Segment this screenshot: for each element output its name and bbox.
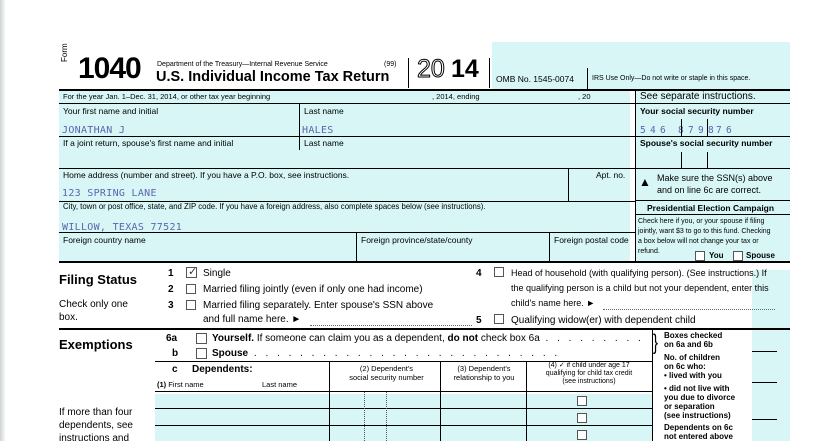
ssn-digit: 7 (716, 125, 723, 136)
ssn-digit: 7 (688, 125, 695, 136)
child-name-line[interactable] (603, 309, 775, 310)
ssn-digit: 8 (708, 125, 715, 136)
married-separately-label-2: and full name here. ► (203, 314, 302, 325)
spouse-checkbox[interactable] (196, 348, 207, 359)
single-label: Single (203, 268, 231, 279)
option-3-num: 3 (168, 300, 174, 311)
foreign-country-label: Foreign country name (63, 235, 146, 245)
married-separately-checkbox[interactable] (186, 300, 196, 310)
col-relationship-header: (3) Dependent's relationship to you (453, 364, 515, 382)
see-instructions: See separate instructions. (640, 91, 756, 102)
campaign-spouse-checkbox[interactable] (733, 251, 743, 261)
col-first-name-header: (1) First name (157, 380, 204, 389)
ssn-digit: 6 (726, 125, 733, 136)
line-6b-text: Spouse . . . . . . . . . . . . . . . . . . . . . . . . . . . (212, 348, 561, 359)
ssn-correct-note: Make sure the SSN(s) above and on line 6c are correct. (657, 173, 773, 195)
children-lived-field[interactable] (752, 382, 777, 383)
line-6b-num: b (172, 348, 179, 359)
ssn-digit: 8 (678, 125, 685, 136)
first-name-label: Your first name and initial (63, 106, 159, 116)
tax-year-label: For the year Jan. 1–Dec. 31, 2014, or other tax year beginning (63, 92, 271, 101)
form-word: Form (60, 43, 69, 62)
line-6c-num: c (172, 364, 178, 375)
spouse-last-name-label: Last name (304, 138, 344, 148)
dependents-label: Dependents: (192, 364, 253, 375)
married-jointly-label: Married filing jointly (even if only one had income) (203, 284, 423, 295)
head-of-household-label-2: the qualifying person is a child but not your dependent, enter this (511, 283, 769, 293)
check-one-note: Check only one (59, 299, 128, 310)
first-name-field[interactable]: JONATHAN J (62, 125, 126, 136)
apt-label: Apt. no. (596, 170, 626, 180)
ssn-digit: 9 (698, 125, 705, 136)
foreign-province-label: Foreign province/state/county (361, 235, 473, 245)
single-checkbox[interactable] (186, 267, 197, 278)
city-field[interactable]: WILLOW, TEXAS 77521 (62, 222, 183, 233)
line-6a-num: 6a (166, 333, 178, 344)
children-not-lived-field[interactable] (752, 419, 777, 420)
spouse-name-label: If a joint return, spouse's first name and initial (63, 138, 234, 148)
check-one-note-2: box. (59, 312, 78, 323)
city-label: City, town or post office, state, and ZIP code. If you have a foreign address, also complete spaces below (see instructions). (63, 202, 486, 211)
home-address-label: Home address (number and street). If you have a P.O. box, see instructions. (63, 170, 350, 180)
omb-number: OMB No. 1545-0074 (496, 74, 574, 84)
spouse-name-line[interactable] (310, 325, 472, 326)
home-address-field[interactable]: 123 SPRING LANE (62, 188, 157, 199)
line-6a-text: Yourself. If someone can claim you as a dependent, do not check box 6a . . . . . . . . . (212, 333, 644, 344)
option-1-num: 1 (168, 268, 174, 279)
married-separately-label: Married filing separately. Enter spouse's SSN above (203, 300, 434, 311)
qualifying-widow-label: Qualifying widow(er) with dependent child (511, 315, 696, 326)
campaign-you-label: You (709, 251, 724, 260)
form-title: U.S. Individual Income Tax Return (156, 69, 390, 85)
tax-year-ending: , 2014, ending (432, 92, 480, 101)
year-outline: 20 (417, 55, 445, 83)
boxes-checked-field[interactable] (752, 351, 777, 352)
brace-icon: } (653, 330, 659, 356)
head-of-household-label: Head of household (with qualifying person). (See instructions.) If (511, 268, 767, 278)
year-bold: 14 (451, 55, 479, 83)
col-ssn-header: (2) Dependent's social security number (349, 364, 424, 382)
page-shadow (0, 0, 6, 441)
children-not-lived-label: • did not live with you due to divorce or separation (see instructions) (664, 384, 736, 420)
tax-year-20: , 20 (578, 92, 591, 101)
ssn-label: Your social security number (640, 106, 754, 116)
col-last-name-header: Last name (262, 380, 298, 389)
filing-status-heading: Filing Status (59, 272, 137, 287)
triangle-icon: ▲ (639, 175, 651, 189)
last-name-field[interactable]: HALES (302, 125, 334, 136)
form-code: (99) (384, 61, 397, 68)
qualifying-widow-checkbox[interactable] (494, 314, 504, 324)
exemption-count-area (752, 270, 790, 441)
department: Department of the Treasury—Internal Revenue Service (157, 61, 328, 68)
last-name-label: Last name (304, 106, 344, 116)
children-lived-label: No. of children on 6c who: • lived with you (664, 353, 722, 380)
option-4-num: 4 (476, 268, 482, 279)
head-of-household-label-3: child's name here. ► (511, 298, 596, 308)
exemptions-heading: Exemptions (59, 337, 133, 352)
married-jointly-checkbox[interactable] (186, 284, 196, 294)
yourself-checkbox[interactable] (196, 333, 207, 344)
campaign-spouse-label: Spouse (746, 251, 775, 260)
head-of-household-checkbox[interactable] (494, 267, 504, 277)
dependent-3-credit-checkbox[interactable] (577, 430, 587, 440)
form-number: 1040 (78, 52, 141, 85)
foreign-postal-label: Foreign postal code (554, 235, 629, 245)
more-than-four-note: If more than four dependents, see instructions and (59, 407, 133, 441)
campaign-title: Presidential Election Campaign (647, 203, 775, 213)
spouse-ssn-label: Spouse's social security number (640, 138, 773, 148)
option-5-num: 5 (476, 315, 482, 326)
irs-use-note: IRS Use Only—Do not write or staple in this space. (592, 75, 751, 82)
dependent-1-credit-checkbox[interactable] (577, 396, 587, 406)
ssn-digit: 4 (650, 125, 657, 136)
campaign-you-checkbox[interactable] (695, 251, 705, 261)
checkmark-icon: ✓ (188, 266, 198, 278)
other-dependents-label: Dependents on 6c not entered above (664, 423, 733, 441)
col-child-credit-header: (4) ✓ if child under age 17 qualifying for child tax credit (see instructions) (545, 362, 633, 385)
ssn-digit: 6 (660, 125, 667, 136)
campaign-text: Check here if you, or your spouse if filing jointly, want $3 to go to this fund. Checking a box below will not change your tax or refund. (638, 218, 771, 255)
option-2-num: 2 (168, 284, 174, 295)
boxes-checked-label: Boxes checked on 6a and 6b (664, 331, 723, 349)
ssn-digit: 5 (640, 125, 647, 136)
dependent-2-credit-checkbox[interactable] (577, 413, 587, 423)
